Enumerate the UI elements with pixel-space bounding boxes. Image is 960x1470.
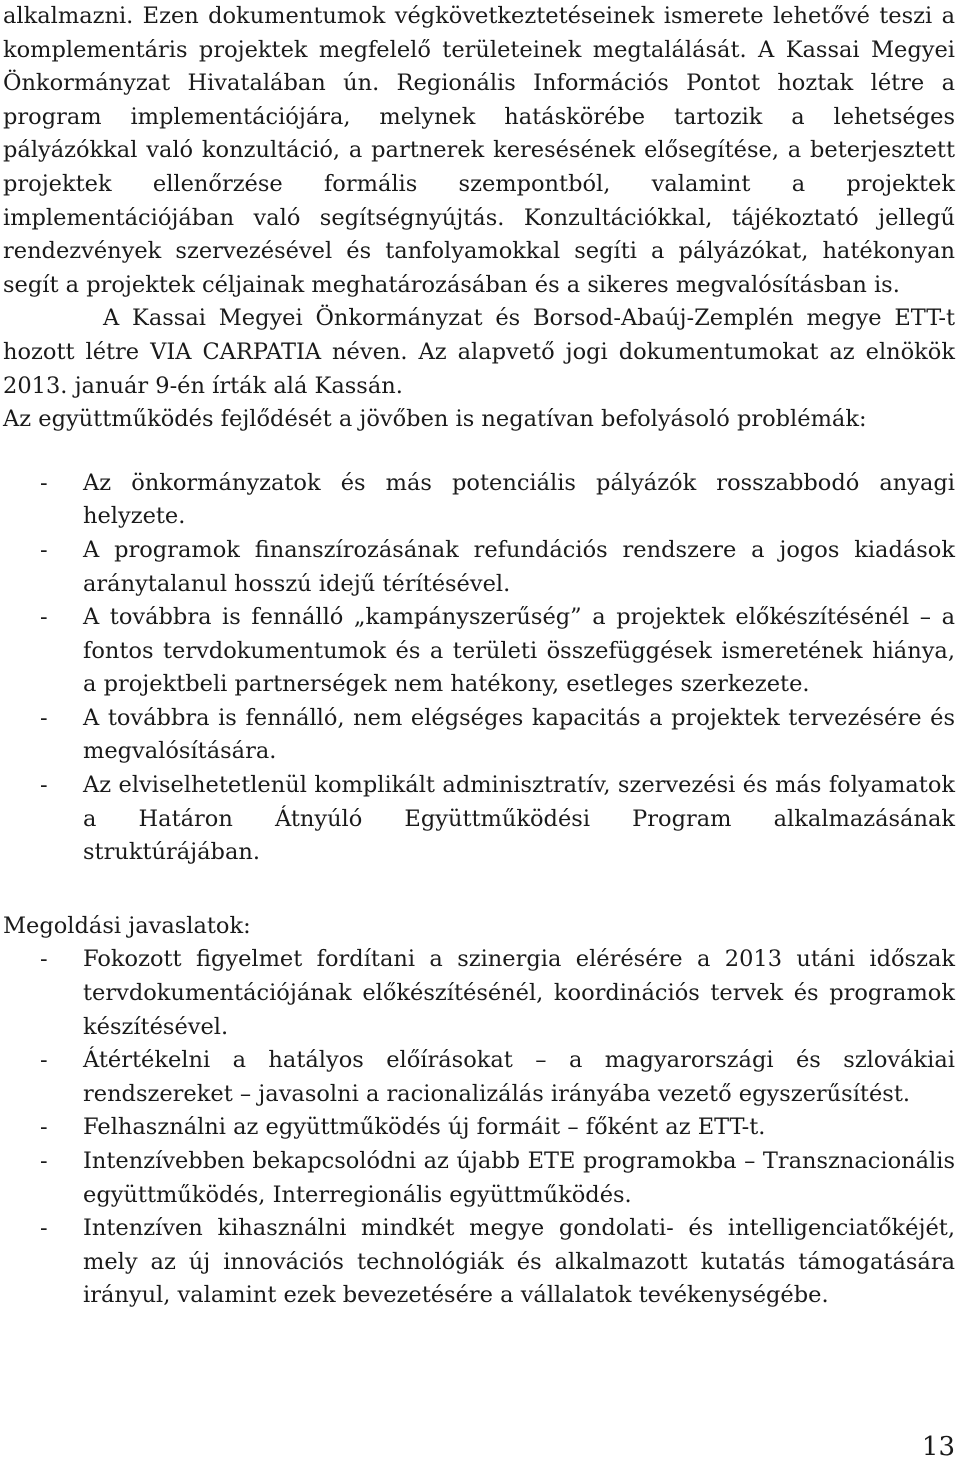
problems-list [3,467,955,870]
solution-item [3,1111,955,1145]
problem-text: Az elviselhetetlenül komplikált adminisztratív, szervezési és más folyamatok a Határon Átnyúló Együttműködési Program alkalmazásának struktúrájában. [83,772,955,866]
solution-text: Felhasználni az együttműködés új formáit – főként az ETT-t. [83,1114,766,1141]
body-paragraph-2: A Kassai Megyei Önkormányzat és Borsod-Abaúj-Zemplén megye ETT-t hozott létre VIA CARPATIA néven. Az alapvető jogi dokumentumokat az elnökök 2013. január 9-én írták alá Kassán. [3,305,955,399]
bullet-dash: - [40,1047,48,1074]
problems-heading: Az együttműködés fejlődését a jövőben is negatívan befolyásoló problémák: [3,406,867,433]
bullet-dash: - [40,469,48,496]
bullet-dash: - [40,1148,48,1174]
solutions-list [3,943,955,1313]
solution-text: Intenzívebben bekapcsolódni az újabb ETE programokba – Transznacionális együttműködés, Interregionális együttműködés. [83,1148,955,1208]
problem-text: Az önkormányzatok és más potenciális pályázók rosszabbodó anyagi helyzete. [83,469,955,530]
solutions-heading: Megoldási javaslatok: [3,912,251,939]
bullet-dash: - [40,1114,48,1141]
solution-item [3,1145,955,1212]
problem-item [3,467,955,534]
solution-text: Intenzíven kihasználni mindkét megye gondolati- és intelligenciatőkéjét, mely az új innovációs technológiák és alkalmazott kutatás támogatására irányul, valamint ezek bevezetésére a vállalatok tevékenységébe. [83,1215,955,1309]
bullet-dash: - [40,946,48,973]
bullet-dash: - [40,772,48,799]
page-number: 13 [921,1432,955,1462]
problem-text: A továbbra is fennálló, nem elégséges kapacitás a projektek tervezésére és megvalósítására. [83,704,955,765]
document-page [3,0,955,1313]
bullet-dash: - [40,604,48,631]
bullet-dash: - [40,704,48,731]
bullet-dash: - [40,536,48,563]
problem-text: A továbbra is fennálló „kampányszerűség” a projektek előkészítésénél – a fontos tervdokumentumok és a területi összefüggések ismeretének hiánya, a projektbeli partnerségek nem hatékony, esetleges szerkezete. [83,604,955,698]
problem-item [3,601,955,702]
solution-item [3,943,955,1044]
solution-text: Átértékelni a hatályos előírásokat – a magyarországi és szlovákiai rendszereket – javasolni a racionalizálás irányába vezető egyszerűsítést. [83,1047,955,1107]
solution-text: Fokozott figyelmet fordítani a szinergia elérésére a 2013 utáni időszak tervdokumentációjának előkészítésénél, koordinációs tervek és programok készítésével. [83,946,955,1040]
problem-text: A programok finanszírozásának refundációs rendszere a jogos kiadások aránytalanul hosszú idejű térítésével. [83,536,955,597]
bullet-dash: - [40,1215,48,1242]
problem-item [3,769,955,870]
problem-item [3,702,955,769]
problem-item [3,534,955,601]
body-paragraph-1: alkalmazni. Ezen dokumentumok végkövetkeztetéseinek ismerete lehetővé teszi a komplementáris projektek megfelelő területeinek megtalálását. A Kassai Megyei Önkormányzat Hivatalában ún. Regionális Információs Pontot hoztak létre a program implementációjára, melynek hatáskörébe tartozik a lehetséges pályázókkal való konzultáció, a partnerek keresésének elősegítése, a beterjesztett projektek ellenőrzése formális szempontból, valamint a projektek implementációjában való segítségnyújtás. Konzultációkkal, tájékoztató jellegű rendezvények szervezésével és tanfolyamokkal segíti a pályázókat, hatékonyan segít a projektek céljainak meghatározásában és a sikeres megvalósításban is. [3,3,955,298]
solution-item [3,1212,955,1313]
solution-item [3,1044,955,1111]
